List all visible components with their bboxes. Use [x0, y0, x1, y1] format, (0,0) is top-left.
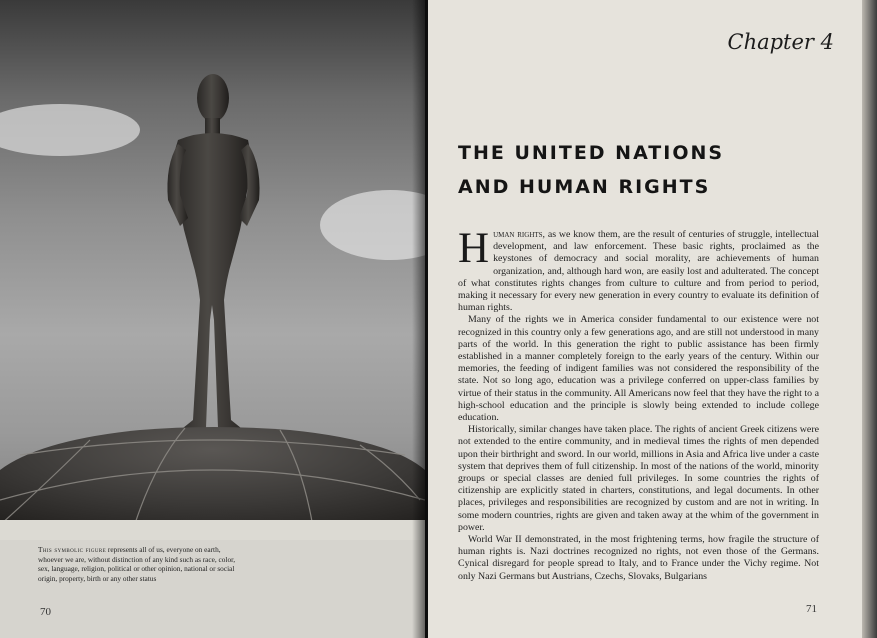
- statue-photograph: [0, 0, 425, 540]
- chapter-title: [458, 136, 724, 204]
- chapter-label: Chapter 4: [727, 30, 834, 54]
- paragraph: Many of the rights we in America consider fundamental to our existence were not recognized in this country only a few generations ago, and are still not understood in many parts of the world. In this generation the right to public assistance has been firmly established in a manner completely foreign to the early years of the century. Within our memories, the feeding of indigent families was not considered the responsibility of the state. Not so long ago, education was a privilege conferred on upper-class families by virtue of their status in the community. All Americans now feel that they have the right to a high-school education and the principle is slowly being extended to include college education.: [458, 314, 819, 424]
- left-page: [0, 0, 425, 638]
- caption-text: represents all of us, everyone on earth, whoever we are, without distinction of any kind such as race, color, sex, language, religion, political or other opinion, national or social origin, property, birth or any other status: [38, 545, 236, 583]
- paragraph-text: as we know them, are the result of centuries of struggle, intellectual development, and law enforcement. These basic rights, proclaimed as the keystones of democracy and social morality, are achievements of human organization, and, although hard won, are easily lost and adulterated. The concept of what constitutes rights changes from culture to culture and from period to period, making it necessary for every new generation in every country to evaluate its definition of human rights.: [458, 229, 819, 314]
- paragraph: World War II demonstrated, in the most frightening terms, how fragile the structure of human rights is. Nazi doctrines recognized no rights, not even those of the Germans. Cynical disregard for people spread to Italy, and to France under the Vichy regime. Not only Nazi Germans but Austrians, Czechs, Slovaks, Bulgarians: [458, 534, 819, 582]
- caption-lead: This symbolic figure: [38, 545, 107, 554]
- title-line-2: AND HUMAN RIGHTS: [458, 176, 711, 198]
- title-line-1: THE UNITED NATIONS: [458, 142, 725, 164]
- paragraph: Historically, similar changes have taken place. The rights of ancient Greek citizens were not extended to the entire community, and in medieval times the rights of men depended upon their birthright and sword. In our world, millions in Asia and Africa live under a caste system that deprives them of full citizenship. In most of the nations of the world, minority groups or special classes are denied full privileges. In some countries the rights of citizenship are explicitly stated in charters, constitutions, and legal documents. In other places, privileges and responsibilities are recognized by custom and are not in writing. In some modern countries, rights are given and taken away at the whim of the government in power.: [458, 424, 819, 533]
- lead-in: uman rights,: [493, 229, 546, 240]
- page-number-left: 70: [40, 606, 51, 618]
- photo-caption: [38, 545, 238, 583]
- right-page: [428, 0, 868, 638]
- statue-illustration: [0, 0, 425, 540]
- chapter-body: [458, 225, 819, 583]
- page-number-right: 71: [806, 603, 817, 615]
- page-edge-shadow: [862, 0, 877, 638]
- drop-cap: H: [458, 225, 490, 272]
- paragraph: [458, 225, 819, 314]
